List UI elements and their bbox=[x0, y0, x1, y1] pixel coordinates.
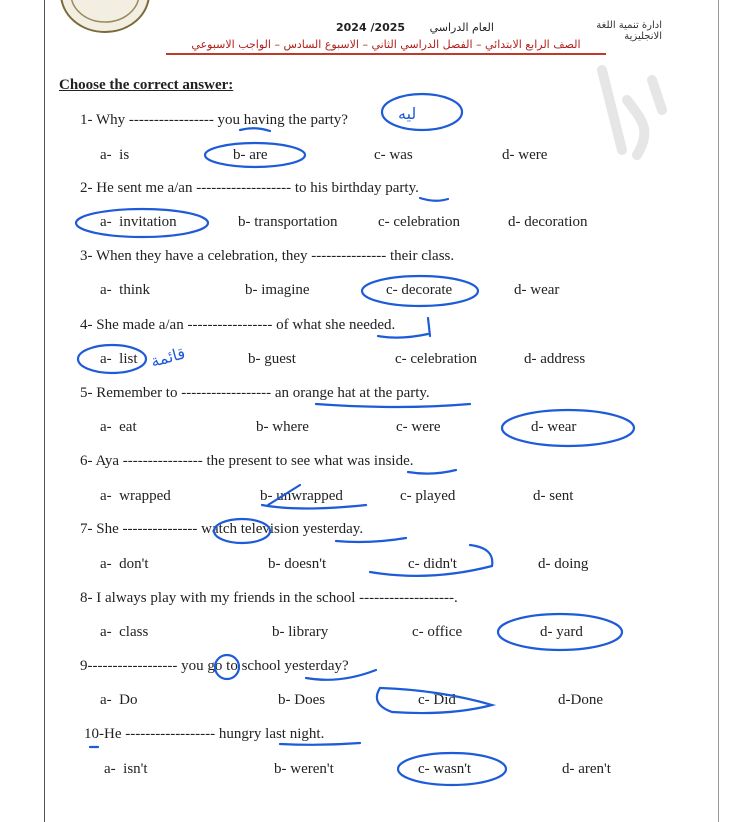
question-4 bbox=[80, 317, 395, 334]
option-c[interactable]: c- played bbox=[400, 488, 456, 504]
option-b[interactable]: b- library bbox=[272, 624, 329, 640]
question-number: 3- bbox=[80, 248, 93, 264]
question-number: 8- bbox=[80, 590, 93, 606]
year-label: العام الدراسي bbox=[429, 21, 494, 34]
question-number: 1- bbox=[80, 112, 93, 128]
option-b[interactable]: b- are bbox=[233, 147, 268, 163]
option-a[interactable]: a- Do bbox=[100, 692, 138, 708]
question-1 bbox=[80, 112, 348, 129]
stroke-q4 bbox=[428, 318, 430, 336]
handwritten-note-q1: ليه bbox=[398, 104, 417, 123]
note-circle bbox=[382, 94, 462, 130]
underline-q7 bbox=[336, 538, 406, 542]
option-a[interactable]: a- don't bbox=[100, 556, 149, 572]
option-c[interactable]: c- celebration bbox=[378, 214, 461, 230]
question-text: Why ----------------- you having the party? bbox=[95, 112, 348, 128]
underline-q4 bbox=[378, 334, 428, 338]
option-a[interactable]: a- is bbox=[100, 147, 130, 163]
option-d[interactable]: d- doing bbox=[538, 556, 589, 572]
option-a[interactable]: a- class bbox=[100, 624, 149, 640]
option-d[interactable]: d- wear bbox=[514, 282, 560, 298]
option-b[interactable]: b- guest bbox=[248, 351, 296, 367]
option-c[interactable]: c- were bbox=[396, 419, 441, 435]
question-number: 5- bbox=[80, 385, 93, 401]
option-b[interactable]: b- Does bbox=[278, 692, 326, 708]
question-6 bbox=[80, 453, 414, 470]
question-text: ----------------- you go to school yesterday? bbox=[92, 658, 349, 674]
option-b[interactable]: b- transportation bbox=[238, 214, 338, 230]
underline-q2 bbox=[420, 198, 448, 201]
question-text: He ------------------ hungry last night. bbox=[104, 726, 325, 742]
page-right-border bbox=[718, 0, 719, 822]
option-a[interactable]: a- think bbox=[100, 282, 150, 298]
underline-q10 bbox=[280, 743, 360, 745]
option-d[interactable]: d- wear bbox=[531, 419, 577, 435]
question-5 bbox=[80, 385, 430, 402]
option-c[interactable]: c- celebration bbox=[395, 351, 478, 367]
question-text: I always play with my friends in the school -------------------. bbox=[96, 590, 458, 606]
question-3 bbox=[80, 248, 454, 265]
watermark bbox=[582, 60, 672, 170]
option-c[interactable]: c- was bbox=[374, 147, 413, 163]
option-c[interactable]: c- didn't bbox=[408, 556, 457, 572]
option-b[interactable]: b- where bbox=[256, 419, 309, 435]
option-a[interactable]: a- invitation bbox=[100, 214, 177, 230]
question-8 bbox=[80, 590, 458, 607]
question-number: 7- bbox=[80, 521, 93, 537]
ministry-logo bbox=[58, 0, 152, 36]
option-c[interactable]: c- wasn't bbox=[418, 761, 472, 777]
option-d[interactable]: d- aren't bbox=[562, 761, 611, 777]
header-department: ادارة تنمية اللغة الانجليزية bbox=[596, 20, 662, 42]
option-b[interactable]: b- imagine bbox=[245, 282, 310, 298]
option-d[interactable]: d- were bbox=[502, 147, 548, 163]
question-text: Remember to ------------------ an orange hat at the party. bbox=[96, 385, 430, 401]
option-c[interactable]: c- Did bbox=[418, 692, 456, 708]
option-d[interactable]: d- decoration bbox=[508, 214, 588, 230]
option-a[interactable]: a- eat bbox=[100, 419, 137, 435]
question-number: 10- bbox=[84, 726, 104, 742]
instruction-heading: Choose the correct answer: bbox=[59, 77, 234, 93]
question-number: 2- bbox=[80, 180, 93, 196]
question-2 bbox=[80, 180, 419, 197]
option-d[interactable]: d-Done bbox=[558, 692, 603, 708]
option-a[interactable]: a- isn't bbox=[104, 761, 148, 777]
question-7 bbox=[80, 521, 363, 538]
question-text: He sent me a/an ------------------- to his birthday party. bbox=[96, 180, 419, 196]
page-left-border bbox=[44, 0, 45, 822]
year-value: 2024 /2025 bbox=[336, 21, 406, 34]
option-d[interactable]: d- yard bbox=[540, 624, 583, 640]
option-d[interactable]: d- address bbox=[524, 351, 586, 367]
underline-q6 bbox=[408, 470, 456, 474]
option-b[interactable]: b- doesn't bbox=[268, 556, 327, 572]
underline-q5 bbox=[316, 404, 470, 407]
option-b[interactable]: b- unwrapped bbox=[260, 488, 343, 504]
option-a[interactable]: a- wrapped bbox=[100, 488, 171, 504]
question-10 bbox=[84, 726, 324, 743]
option-c[interactable]: c- decorate bbox=[386, 282, 453, 298]
question-text: She --------------- watch television yesterday. bbox=[96, 521, 364, 537]
option-d[interactable]: d- sent bbox=[533, 488, 574, 504]
handwritten-note-q4: قائمة bbox=[148, 343, 188, 371]
question-number: 9- bbox=[80, 658, 93, 674]
option-b[interactable]: b- weren't bbox=[274, 761, 334, 777]
question-9 bbox=[80, 658, 349, 675]
question-text: Aya ---------------- the present to see what was inside. bbox=[95, 453, 414, 469]
option-a[interactable]: a- list bbox=[100, 351, 138, 367]
header-year bbox=[336, 21, 494, 34]
question-text: When they have a celebration, they --------------- their class. bbox=[95, 248, 455, 264]
header-subtitle: الصف الرابع الابتدائي – الفصل الدراسي الثاني – الاسبوع السادس – الواجب الاسبوعي bbox=[166, 38, 606, 55]
question-number: 6- bbox=[80, 453, 93, 469]
question-text: She made a/an ----------------- of what she needed. bbox=[96, 317, 396, 333]
option-c[interactable]: c- office bbox=[412, 624, 463, 640]
question-number: 4- bbox=[80, 317, 93, 333]
underline-answer-q6 bbox=[262, 505, 366, 509]
